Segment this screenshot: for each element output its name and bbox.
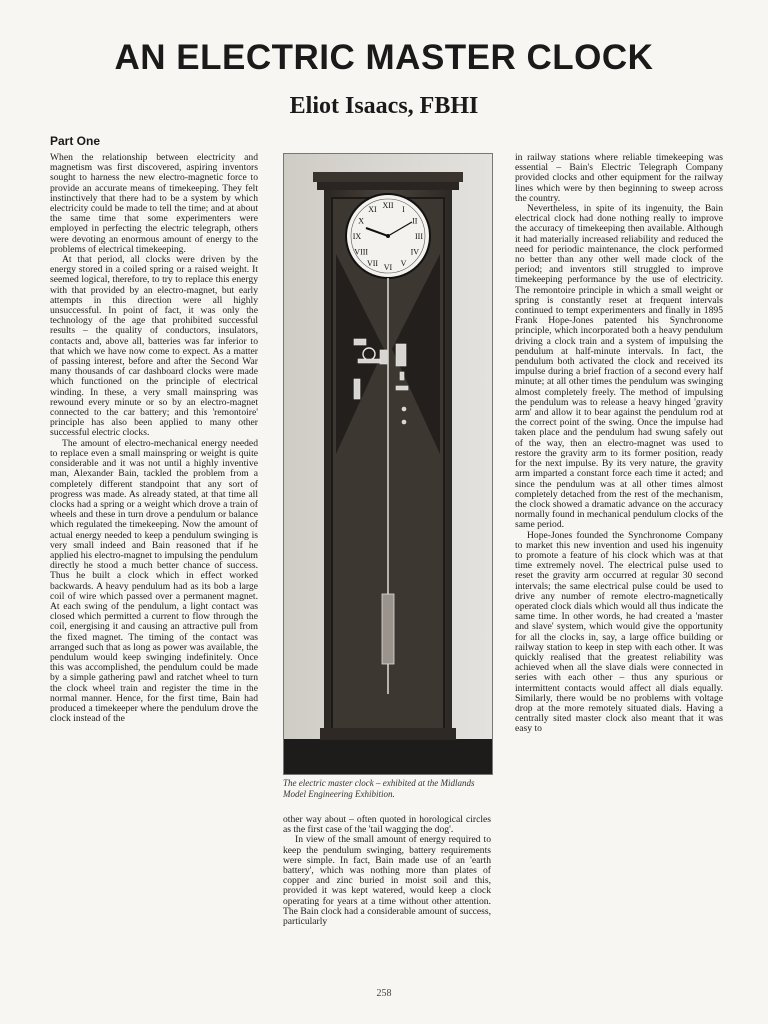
dial-numeral: I <box>402 205 405 215</box>
paragraph: Nevertheless, in spite of its ingenuity, the Bain electrical clock had done nothing really to improve the accuracy of timekeeping then available. Although it had materially increased reliability and reduced the need for periodic maintenance, the clock performed no better than any other well made clock of the period; and inventors still struggled to improve timekeeping performance by the use of electricity. The remontoire principle in which a small weight or spring is constantly reset at frequent intervals continued to tempt experimenters and finally in 1895 Frank Hope-Jones patented his Synchronome principle, which incorporated both a heavy pendulum driving a clock train and a system of impulsing the pendulum at half-minute intervals. In fact, the pendulum both activated the clock and received its impulse during a brief fraction of a second every half minute; at all other times the pendulum was swinging almost completely freely. The method of impulsing the pendulum was to release a heavy hinged 'gravity arm' and allow it to bear against the pendulum rod at the correct point of the swing. Once the impulse had taken place and the pendulum had swung safely out of the way, then an electro-magnet was used to restore the gravity arm to its former position, ready for the next impulse. By its very nature, the gravity arm imparted a constant force each time it acted; and since the pendulum was at all other times almost completely detached from the rest of the mechanism, the clock showed a dramatic advance on the accuracy normally found in mechanical pendulum clocks of the same period. <box>515 203 723 531</box>
paragraph: Hope-Jones founded the Synchronome Company to market this new invention and used his ingenuity to promote a feature of his clock which was at that time extremely novel. The electrical pulse used to reset the gravity arm occurred at regular 30 second intervals; the same electrical pulse could be used to drive any number of remote electro-magnetically operated clock dials which would all thus indicate the same time. In other words, he had created a 'master and slave' system, which would give the opportunity for all the clocks in, say, a large office building or railway station to keep in step with each other. It was quickly realised that the greatest reliability was achieved when all the slave dials were connected in series with each other – thus any spurious or intermittent contacts would affect all dials equally. Similarly, there would be no problems with voltage drop at the more remotely situated dials. Having a centrally sited master clock also meant that it was easy to <box>515 529 723 735</box>
master-clock-image <box>284 154 492 774</box>
dial-numeral: X <box>358 216 365 226</box>
section-heading: Part One <box>50 134 101 148</box>
page-number: 258 <box>376 988 392 999</box>
dial-numeral: XI <box>368 205 377 215</box>
dial-numeral: VI <box>383 263 393 272</box>
figure-caption: The electric master clock – exhibited at the Midlands Model Engineering Exhibition. <box>283 778 475 799</box>
dial-numeral: II <box>412 216 418 226</box>
paragraph: At that period, all clocks were driven by the energy stored in a coiled spring or a raised weight. It seemed logical, therefore, to try to replace this energy with that provided by an electro-magnet, but early attempts in this direction were all highly unsuccessful. In point of fact, it was only the technology of the age that prohibited successful results – the quality of conductors, insulators, contacts and, above all, batteries was far inferior to that which we have now come to expect. As a matter of passing interest, before and after the Second War many thousands of car dashboard clocks were made which functioned on the principle of electrical winding. In these, a very small mainspring was rewound every minute or so by an electro-magnet connected to the car battery; and this 'remontoire' principle has also been applied to many other successful electric clocks. <box>50 254 258 439</box>
clock-photograph <box>283 153 493 775</box>
paragraph: other way about – often quoted in horological circles as the first case of the 'tail wagging the dog'. <box>283 815 491 836</box>
dial-numeral: VIII <box>354 247 369 257</box>
pendulum-bob <box>382 594 394 664</box>
dial-numeral: III <box>415 232 423 241</box>
text-column-right <box>515 153 723 971</box>
dial-numeral: V <box>400 258 407 268</box>
case-cornice <box>313 172 463 182</box>
paragraph: In view of the small amount of energy required to keep the pendulum swinging, battery requirements were simple. In fact, Bain made use of an 'earth battery', which was nothing more than plates of copper and zinc buried in moist soil and this, provided it was kept watered, would keep a clock operating for years at a time without other attention. The Bain clock had a considerable amount of success, particularly <box>283 834 491 928</box>
dial-numeral: VII <box>366 258 379 268</box>
paragraph: The amount of electro-mechanical energy needed to replace even a small mainspring or weight is quite considerable and it was not until a highly inventive man, Alexander Bain, tackled the problem from a completely different standpoint that any sort of progress was made. As already stated, at that time all clocks had a spring or a weight which drove a train of wheels and these in turn drove a pendulum or balance which regulated the timekeeping. Now the amount of actual energy needed to keep a pendulum swinging is very small indeed and Bain reasoned that if he applied his electro-magnet to impulsing the pendulum directly he stood a much better chance of success. Thus he built a clock which in effect worked backwards. A heavy pendulum had as its bob a large coil of wire which passed over a permanent magnet. At each swing of the pendulum, a light contact was closed which permitted a current to flow through the coil, energising it and causing an attractive pull from the fixed magnet. The timing of the contact was arranged such that as long as power was available, the pendulum would keep swinging indefinitely. Once this was accomplished, the pendulum could be made by a simple gathering pawl and ratchet wheel to turn the clock wheel train and register the time in the normal manner. Hence, for the first time, Bain had produced a timekeeper where the pendulum drove the clock instead of the <box>50 437 258 725</box>
dial-numeral: XII <box>382 201 394 210</box>
paragraph: in railway stations where reliable timekeeping was essential – Bain's Electric Telegraph Company provided clocks and other equipment for the railway lines which were by then beginning to sweep across the country. <box>515 153 723 204</box>
dial-numeral: IX <box>352 232 362 241</box>
text-column-middle <box>283 815 491 971</box>
paragraph: When the relationship between electricity and magnetism was first discovered, aspiring inventors sought to harness the new electro-magnetic force to provide an accurate means of timekeeping. They felt instinctively that there had to be a system by which electricity could be made to tell the time; and at about the same time that some experimenters were employed in perfecting the electric telegraph, others were devoting an enormous amount of energy to the problems of electrical timekeeping. <box>50 153 258 255</box>
article-title: AN ELECTRIC MASTER CLOCK <box>114 38 654 77</box>
article-author: Eliot Isaacs, FBHI <box>289 93 479 119</box>
dial-numeral: IV <box>410 247 420 257</box>
text-column-left <box>50 153 258 971</box>
